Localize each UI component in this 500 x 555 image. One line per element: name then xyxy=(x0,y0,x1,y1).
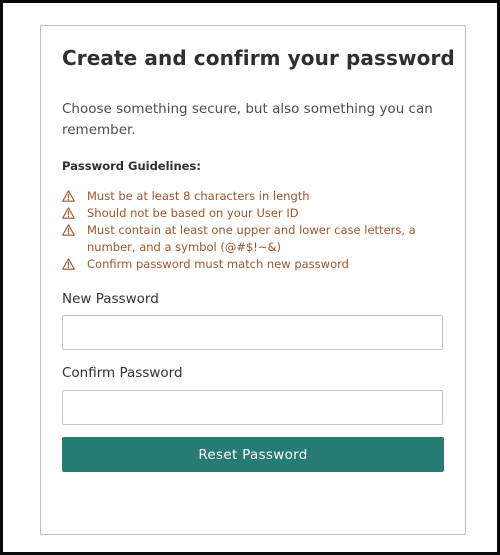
guideline-item xyxy=(62,205,452,222)
new-password-label: New Password xyxy=(62,291,159,307)
warning-triangle-icon xyxy=(62,224,75,236)
guideline-text: Must contain at least one upper and lower case letters, a number, and a symbol (@#$!~&) xyxy=(87,223,416,254)
confirm-password-input[interactable] xyxy=(62,390,443,425)
guideline-item xyxy=(62,222,452,256)
guidelines-heading: Password Guidelines: xyxy=(62,159,201,173)
guideline-text: Must be at least 8 characters in length xyxy=(87,189,310,203)
guidelines-list xyxy=(62,188,452,273)
guideline-item xyxy=(62,188,452,205)
warning-triangle-icon xyxy=(62,207,75,219)
page-title: Create and confirm your password xyxy=(62,46,455,70)
warning-triangle-icon xyxy=(62,190,75,202)
confirm-password-label: Confirm Password xyxy=(62,365,183,381)
reset-password-card xyxy=(40,25,466,535)
guideline-text: Confirm password must match new password xyxy=(87,257,349,271)
page-subtitle: Choose something secure, but also something you can remember. xyxy=(62,101,433,138)
warning-triangle-icon xyxy=(62,258,75,270)
reset-password-button[interactable]: Reset Password xyxy=(62,437,444,472)
new-password-input[interactable] xyxy=(62,315,443,350)
guideline-item xyxy=(62,256,452,273)
guideline-text: Should not be based on your User ID xyxy=(87,206,299,220)
